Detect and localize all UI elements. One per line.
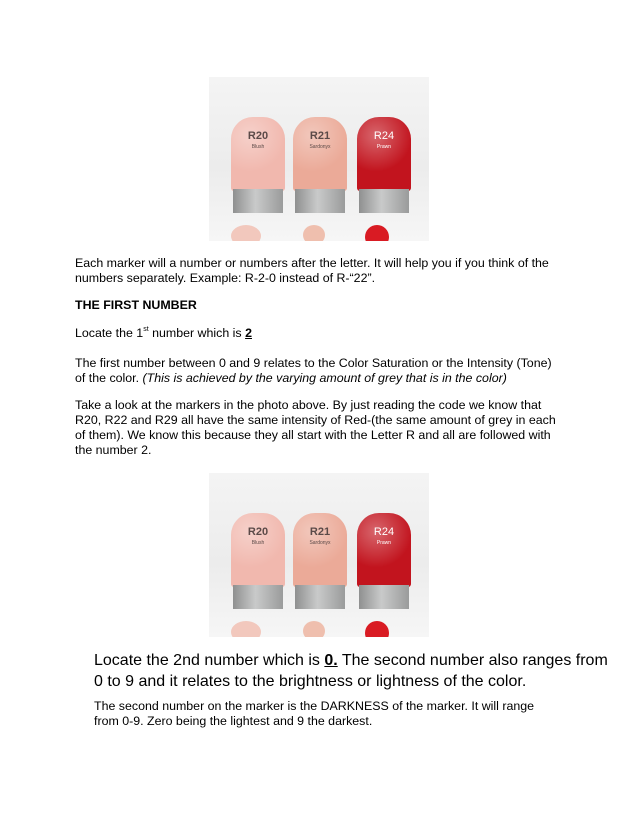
second-number-value: 0. bbox=[324, 652, 338, 669]
text-line: The first number between 0 and 9 relates to the Color Saturation or the Intensity (Tone) bbox=[75, 356, 552, 370]
marker-barrel bbox=[233, 189, 283, 213]
section-heading: THE FIRST NUMBER bbox=[75, 298, 197, 312]
text-line: 0 to 9 and it relates to the brightness or lightness of the color. bbox=[94, 673, 527, 690]
marker-cap-r24 bbox=[357, 513, 411, 587]
locate-prefix: Locate the 1 bbox=[75, 326, 144, 340]
text-line bbox=[75, 371, 552, 386]
marker-code: R24 bbox=[373, 526, 395, 538]
text-line: Take a look at the markers in the photo above. By just reading the code we know that bbox=[75, 398, 542, 412]
marker-name: Prawn bbox=[376, 540, 392, 546]
markers-photo-repeat bbox=[209, 473, 429, 637]
locate-middle: number which is bbox=[148, 326, 246, 340]
marker-cap-r21 bbox=[293, 117, 347, 191]
marker-cap-r24 bbox=[357, 117, 411, 191]
marker-name: Sardonyx bbox=[309, 540, 331, 546]
text-line: The second number on the marker is the DARKNESS of the marker. It will range bbox=[94, 699, 535, 713]
locate-prefix: Locate the 2nd number which is bbox=[94, 652, 325, 669]
color-swatch bbox=[231, 225, 261, 241]
paragraph-example bbox=[75, 398, 556, 458]
text-line bbox=[94, 650, 608, 671]
marker-barrel bbox=[295, 585, 345, 609]
color-swatch bbox=[231, 621, 261, 637]
text-line: the number 2. bbox=[75, 443, 152, 457]
marker-code: R21 bbox=[309, 526, 331, 538]
color-swatch bbox=[365, 225, 389, 241]
marker-code: R24 bbox=[373, 130, 395, 142]
marker-barrel bbox=[359, 189, 409, 213]
markers-photo bbox=[209, 77, 429, 241]
marker-name: Blush bbox=[251, 144, 265, 150]
marker-name: Blush bbox=[251, 540, 265, 546]
marker-barrel bbox=[295, 189, 345, 213]
marker-name: Sardonyx bbox=[309, 144, 331, 150]
marker-cap-r20 bbox=[231, 117, 285, 191]
color-swatch bbox=[303, 621, 325, 637]
marker-barrel bbox=[233, 585, 283, 609]
first-number-value: 2 bbox=[245, 326, 252, 340]
marker-code: R20 bbox=[247, 526, 269, 538]
text-line: R20, R22 and R29 all have the same intensity of Red-(the same amount of grey in each bbox=[75, 413, 556, 427]
text-italic-note: (This is achieved by the varying amount of grey that is in the color) bbox=[142, 371, 507, 385]
marker-cap-r21 bbox=[293, 513, 347, 587]
ordinal-superscript: st bbox=[143, 325, 149, 333]
marker-code: R20 bbox=[247, 130, 269, 142]
marker-name: Prawn bbox=[376, 144, 392, 150]
text-line: from 0-9. Zero being the lightest and 9 the darkest. bbox=[94, 714, 373, 728]
color-swatch bbox=[303, 225, 325, 241]
text-line: numbers separately. Example: R-2-0 instead of R-“22”. bbox=[75, 271, 376, 285]
marker-cap-r20 bbox=[231, 513, 285, 587]
locate-first-number bbox=[75, 326, 252, 341]
paragraph-saturation bbox=[75, 356, 552, 386]
marker-barrel bbox=[359, 585, 409, 609]
text-line: of them). We know this because they all start with the Letter R and all are followed with bbox=[75, 428, 551, 442]
locate-rest: The second number also ranges from bbox=[337, 652, 608, 669]
paragraph-intro bbox=[75, 256, 549, 286]
paragraph-darkness bbox=[94, 699, 534, 729]
text-line: Each marker will a number or numbers after the letter. It will help you if you think of the bbox=[75, 256, 549, 270]
locate-second-number bbox=[94, 650, 608, 692]
color-swatch bbox=[365, 621, 389, 637]
marker-code: R21 bbox=[309, 130, 331, 142]
text-plain: of the color. bbox=[75, 371, 143, 385]
